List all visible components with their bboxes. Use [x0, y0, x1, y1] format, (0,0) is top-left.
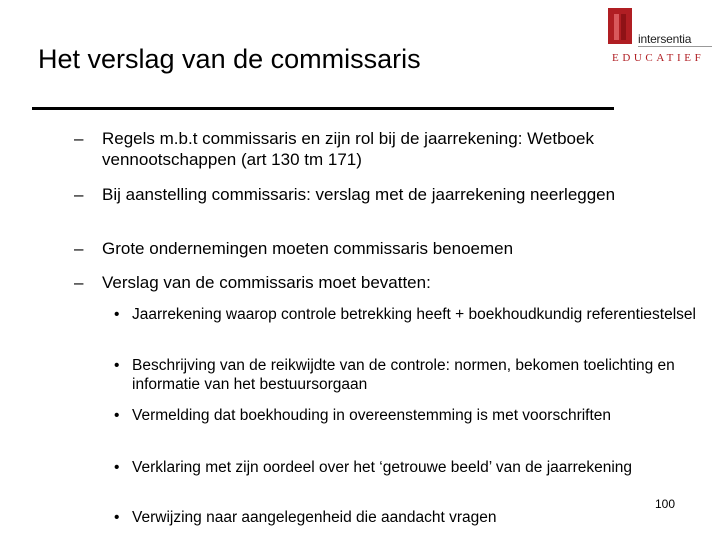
bullet-text: Vermelding dat boekhouding in overeenstemming is met voorschriften	[132, 407, 612, 424]
bullet-text: Beschrijving van de reikwijdte van de controle: normen, bekomen toelichting en informatie van het bestuursorgaan	[132, 357, 675, 393]
bullet-text: Bij aanstelling commissaris: verslag met de jaarrekening neerleggen	[102, 185, 616, 204]
bullet-text: Jaarrekening waarop controle betrekking heeft + boekhoudkundig referentiestelsel	[132, 306, 696, 323]
page-number: 100	[655, 497, 676, 511]
logo-name: intersentia	[638, 32, 692, 46]
dot-marker: •	[114, 306, 120, 323]
dash-marker: –	[74, 185, 84, 204]
title-underline	[32, 107, 614, 110]
logo-subtitle: EDUCATIEF	[612, 52, 705, 64]
bullet-level2	[114, 508, 704, 527]
dash-marker: –	[74, 239, 84, 258]
dot-marker: •	[114, 407, 120, 424]
intersentia-logo	[606, 8, 712, 66]
intersentia-logo-icon	[606, 8, 634, 50]
bullet-level1	[74, 128, 720, 170]
dot-marker: •	[114, 509, 120, 526]
bullet-level1	[74, 238, 720, 259]
bullet-level1	[74, 272, 720, 293]
logo-divider	[638, 46, 712, 47]
dash-marker: –	[74, 129, 84, 148]
bullet-level1	[74, 184, 720, 205]
bullet-level2	[114, 406, 704, 425]
bullet-text: Verklaring met zijn oordeel over het ‘getrouwe beeld’ van de jaarrekening	[132, 459, 633, 476]
bullet-text: Verslag van de commissaris moet bevatten:	[102, 273, 431, 292]
dash-marker: –	[74, 273, 84, 292]
dot-marker: •	[114, 459, 120, 476]
bullet-text: Regels m.b.t commissaris en zijn rol bij de jaarrekening: Wetboek vennootschappen (art 130 tm 171)	[102, 129, 594, 169]
bullet-text: Verwijzing naar aangelegenheid die aandacht vragen	[132, 509, 497, 526]
bullet-level2	[114, 305, 704, 324]
bullet-level2	[114, 458, 704, 477]
bullet-level2	[114, 356, 704, 394]
slide-title: Het verslag van de commissaris	[38, 44, 421, 74]
dot-marker: •	[114, 357, 120, 374]
bullet-text: Grote ondernemingen moeten commissaris benoemen	[102, 239, 514, 258]
